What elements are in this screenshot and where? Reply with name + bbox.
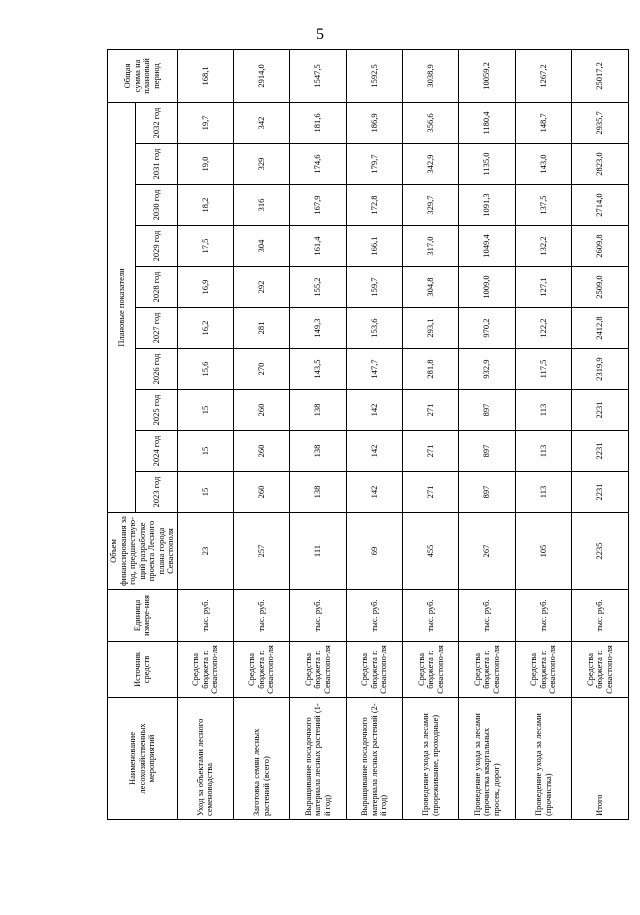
row-volume: 267 (459, 513, 515, 590)
table-row (459, 49, 515, 819)
row-year-value: 155,2 (290, 267, 346, 308)
row-source: Средства бюджета г. Севастопо-ля (290, 642, 346, 698)
header-year: 2024 год (136, 431, 177, 472)
row-year-value: 18,2 (177, 185, 233, 226)
row-source: Средства бюджета г. Севастопо-ля (572, 642, 628, 698)
row-year-value: 167,9 (290, 185, 346, 226)
row-year-value: 281,8 (403, 349, 459, 390)
table-row (233, 49, 289, 819)
row-name: Проведение ухода за лесами (прочистка квартальных просек, дорог) (459, 698, 515, 820)
row-year-value: 19,7 (177, 102, 233, 143)
row-year-value: 15 (177, 431, 233, 472)
row-source: Средства бюджета г. Севастопо-ля (515, 642, 571, 698)
table-row (403, 49, 459, 819)
row-year-value: 2609,8 (572, 226, 628, 267)
row-volume: 23 (177, 513, 233, 590)
row-volume: 455 (403, 513, 459, 590)
row-name: Выращивание посадочного материала лесных растений (2-й год) (346, 698, 402, 820)
row-year-value: 2509,0 (572, 267, 628, 308)
row-year-value: 143,5 (290, 349, 346, 390)
row-year-value: 271 (403, 472, 459, 513)
row-year-value: 897 (459, 472, 515, 513)
page-number: 5 (316, 26, 324, 43)
row-year-value: 356,6 (403, 102, 459, 143)
row-volume: 105 (515, 513, 571, 590)
row-name: Выращивание посадочного материала лесных растений (1-й год) (290, 698, 346, 820)
table-row (515, 49, 571, 819)
row-year-value: 304 (233, 226, 289, 267)
row-year-value: 142 (346, 472, 402, 513)
row-unit: тыс. руб. (515, 590, 571, 642)
header-year: 2023 год (136, 472, 177, 513)
row-volume: 69 (346, 513, 402, 590)
row-year-value: 271 (403, 431, 459, 472)
row-year-value: 329 (233, 144, 289, 185)
row-year-value: 932,9 (459, 349, 515, 390)
row-total: 1592,5 (346, 49, 402, 102)
row-total: 1547,5 (290, 49, 346, 102)
row-year-value: 260 (233, 390, 289, 431)
row-year-value: 316 (233, 185, 289, 226)
row-year-value: 122,2 (515, 308, 571, 349)
row-year-value: 137,5 (515, 185, 571, 226)
forestry-plan-table (107, 49, 629, 820)
row-year-value: 148,7 (515, 102, 571, 143)
header-year: 2032 год (136, 102, 177, 143)
row-year-value: 1009,0 (459, 267, 515, 308)
row-unit: тыс. руб. (459, 590, 515, 642)
row-year-value: 2231 (572, 431, 628, 472)
row-year-value: 1180,4 (459, 102, 515, 143)
row-year-value: 159,7 (346, 267, 402, 308)
row-total: 25017,2 (572, 49, 628, 102)
row-total: 10059,2 (459, 49, 515, 102)
row-unit: тыс. руб. (177, 590, 233, 642)
row-year-value: 1135,0 (459, 144, 515, 185)
row-year-value: 16,2 (177, 308, 233, 349)
row-year-value: 897 (459, 431, 515, 472)
header-unit: Единица измере-ния (108, 590, 178, 642)
row-total: 168,1 (177, 49, 233, 102)
header-source: Источник средств (108, 642, 178, 698)
header-year: 2029 год (136, 226, 177, 267)
row-year-value: 138 (290, 390, 346, 431)
row-year-value: 293,1 (403, 308, 459, 349)
row-year-value: 2935,7 (572, 102, 628, 143)
row-year-value: 149,3 (290, 308, 346, 349)
row-year-value: 142 (346, 431, 402, 472)
row-year-value: 166,1 (346, 226, 402, 267)
row-year-value: 342 (233, 102, 289, 143)
header-planned: Плановые показатели (108, 102, 136, 512)
row-volume: 111 (290, 513, 346, 590)
row-year-value: 143,0 (515, 144, 571, 185)
row-volume: 2235 (572, 513, 628, 590)
row-source: Средства бюджета г. Севастопо-ля (459, 642, 515, 698)
header-year: 2027 год (136, 308, 177, 349)
row-name: Проведение ухода за лесами (прочистка) (515, 698, 571, 820)
row-unit: тыс. руб. (572, 590, 628, 642)
row-year-value: 260 (233, 472, 289, 513)
row-year-value: 147,7 (346, 349, 402, 390)
row-year-value: 181,6 (290, 102, 346, 143)
row-year-value: 2823,0 (572, 144, 628, 185)
header-year: 2028 год (136, 267, 177, 308)
table-row (572, 49, 628, 819)
row-year-value: 15,6 (177, 349, 233, 390)
row-total: 3038,9 (403, 49, 459, 102)
header-year: 2030 год (136, 185, 177, 226)
row-unit: тыс. руб. (233, 590, 289, 642)
row-total: 1267,2 (515, 49, 571, 102)
row-year-value: 1049,4 (459, 226, 515, 267)
row-name: Заготовка семян лесных растений (всего) (233, 698, 289, 820)
row-year-value: 113 (515, 472, 571, 513)
table-row (290, 49, 346, 819)
row-source: Средства бюджета г. Севастопо-ля (233, 642, 289, 698)
row-name: Проведение ухода за лесами (прореживание, проходные) (403, 698, 459, 820)
row-year-value: 304,8 (403, 267, 459, 308)
row-year-value: 281 (233, 308, 289, 349)
row-year-value: 142 (346, 390, 402, 431)
row-year-value: 138 (290, 472, 346, 513)
row-name: Итого (572, 698, 628, 820)
row-year-value: 153,6 (346, 308, 402, 349)
row-year-value: 342,9 (403, 144, 459, 185)
row-year-value: 127,1 (515, 267, 571, 308)
row-year-value: 260 (233, 431, 289, 472)
row-year-value: 19,0 (177, 144, 233, 185)
row-year-value: 117,5 (515, 349, 571, 390)
row-year-value: 317,0 (403, 226, 459, 267)
row-year-value: 16,9 (177, 267, 233, 308)
row-year-value: 292 (233, 267, 289, 308)
row-source: Средства бюджета г. Севастопо-ля (177, 642, 233, 698)
row-name: Уход за объектами лесного семеноводства (177, 698, 233, 820)
table-row (346, 49, 402, 819)
row-year-value: 132,2 (515, 226, 571, 267)
row-year-value: 2231 (572, 390, 628, 431)
row-year-value: 2714,0 (572, 185, 628, 226)
row-year-value: 161,4 (290, 226, 346, 267)
table-row (177, 49, 233, 819)
header-volume: Объем финансирования за год, предшествую-щий разработке проекта Лесного плана города Севастополя (108, 513, 178, 590)
row-source: Средства бюджета г. Севастопо-ля (346, 642, 402, 698)
row-source: Средства бюджета г. Севастопо-ля (403, 642, 459, 698)
row-unit: тыс. руб. (346, 590, 402, 642)
row-year-value: 179,7 (346, 144, 402, 185)
row-year-value: 329,7 (403, 185, 459, 226)
row-year-value: 174,6 (290, 144, 346, 185)
row-year-value: 113 (515, 431, 571, 472)
row-year-value: 15 (177, 472, 233, 513)
row-unit: тыс. руб. (403, 590, 459, 642)
header-year: 2025 год (136, 390, 177, 431)
row-year-value: 172,8 (346, 185, 402, 226)
rotated-table-wrapper (107, 50, 613, 820)
row-year-value: 113 (515, 390, 571, 431)
row-year-value: 2231 (572, 472, 628, 513)
header-total: Общая сумма на плановый период (108, 49, 178, 102)
row-year-value: 17,5 (177, 226, 233, 267)
row-year-value: 138 (290, 431, 346, 472)
row-year-value: 2412,8 (572, 308, 628, 349)
row-year-value: 897 (459, 390, 515, 431)
row-year-value: 271 (403, 390, 459, 431)
row-year-value: 270 (233, 349, 289, 390)
header-name: Наименование лесохозяйственных мероприятий (108, 698, 178, 820)
row-volume: 257 (233, 513, 289, 590)
row-year-value: 1091,3 (459, 185, 515, 226)
row-year-value: 2319,9 (572, 349, 628, 390)
header-year: 2026 год (136, 349, 177, 390)
row-year-value: 186,9 (346, 102, 402, 143)
header-year: 2031 год (136, 144, 177, 185)
row-total: 2914,0 (233, 49, 289, 102)
row-year-value: 15 (177, 390, 233, 431)
row-unit: тыс. руб. (290, 590, 346, 642)
row-year-value: 970,2 (459, 308, 515, 349)
